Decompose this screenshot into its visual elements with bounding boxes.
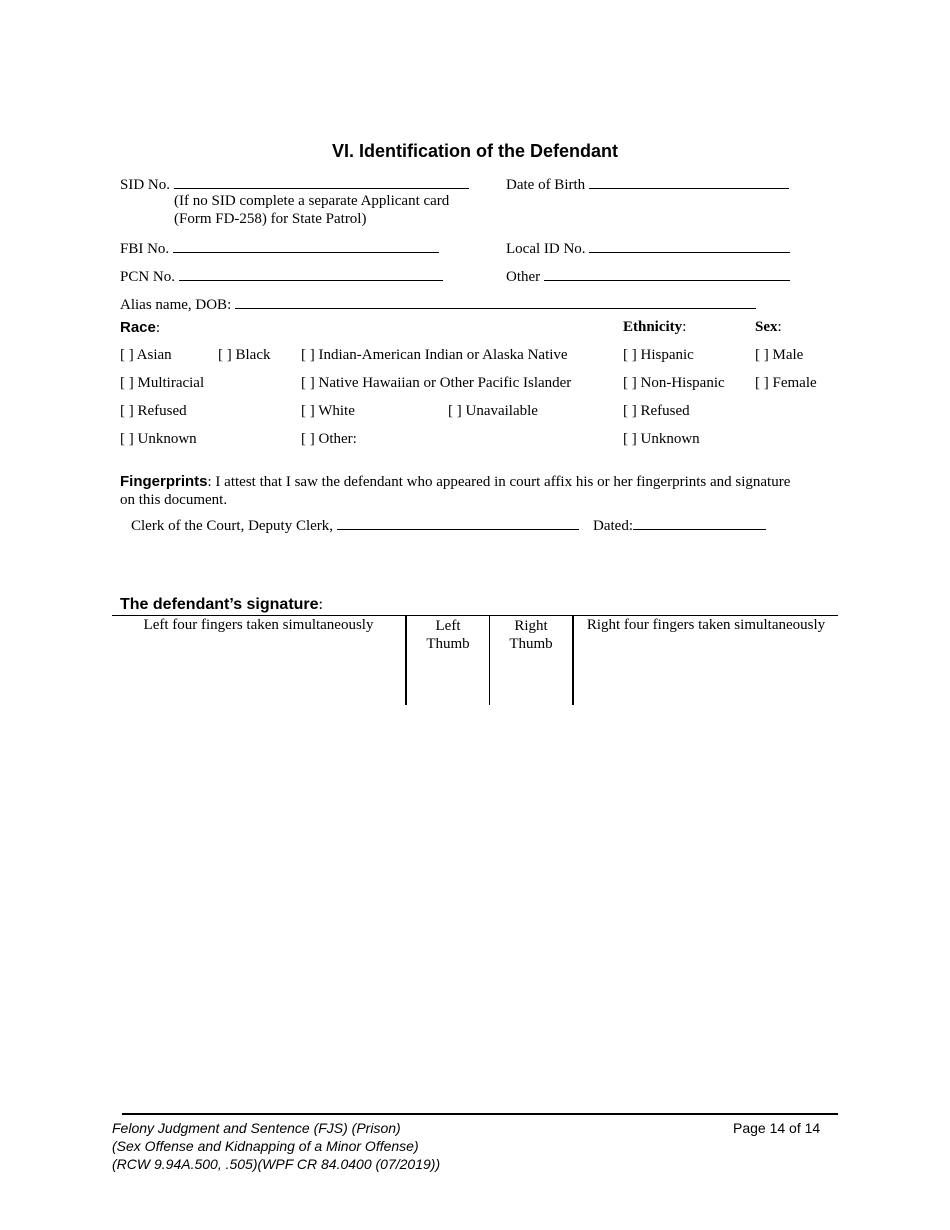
race-option-asian[interactable]: [ ] Asian bbox=[120, 347, 172, 363]
footer-line-2: (Sex Offense and Kidnapping of a Minor Offense) bbox=[112, 1138, 419, 1154]
footer-rule bbox=[122, 1113, 838, 1115]
alias-label: Alias name, DOB: bbox=[120, 297, 232, 313]
footer-line-1: Felony Judgment and Sentence (FJS) (Prison) bbox=[112, 1120, 401, 1136]
fbi-input-line[interactable] bbox=[173, 239, 439, 253]
footer-line-3: (RCW 9.94A.500, .505)(WPF CR 84.0400 (07/2019)) bbox=[112, 1156, 441, 1172]
right-four-fingers-cell[interactable]: Right four fingers taken simultaneously bbox=[586, 617, 826, 633]
clerk-signature-field bbox=[131, 516, 579, 535]
dated-label: Dated: bbox=[593, 518, 633, 534]
other-id-label: Other bbox=[506, 269, 541, 285]
page-number: Page 14 of 14 bbox=[733, 1120, 821, 1136]
sid-note-1: (If no SID complete a separate Applicant card bbox=[174, 193, 450, 209]
ethnicity-option-hispanic[interactable]: [ ] Hispanic bbox=[623, 347, 694, 363]
left-four-fingers-cell[interactable]: Left four fingers taken simultaneously bbox=[143, 617, 374, 633]
dated-field bbox=[593, 516, 766, 535]
race-option-black[interactable]: [ ] Black bbox=[218, 347, 271, 363]
fingerprints-attestation bbox=[120, 473, 790, 491]
race-option-indian[interactable]: [ ] Indian-American Indian or Alaska Native bbox=[301, 347, 568, 363]
ethnicity-option-refused[interactable]: [ ] Refused bbox=[623, 403, 690, 419]
ethnicity-heading: Ethnicity: bbox=[623, 319, 687, 335]
local-id-input-line[interactable] bbox=[589, 239, 790, 253]
pcn-label: PCN No. bbox=[120, 269, 176, 285]
fbi-field bbox=[120, 239, 439, 258]
sid-input-line[interactable] bbox=[174, 175, 469, 189]
sex-option-male[interactable]: [ ] Male bbox=[755, 347, 804, 363]
dob-label: Date of Birth bbox=[506, 177, 586, 193]
race-heading: Race: bbox=[120, 319, 161, 336]
clerk-signature-line[interactable] bbox=[337, 516, 579, 530]
pcn-field bbox=[120, 267, 443, 286]
dob-input-line[interactable] bbox=[589, 175, 789, 189]
sid-field bbox=[120, 175, 469, 194]
race-option-unknown[interactable]: [ ] Unknown bbox=[120, 431, 197, 447]
race-option-other[interactable]: [ ] Other: bbox=[301, 431, 357, 447]
section-title: VI. Identification of the Defendant bbox=[331, 141, 618, 161]
sid-label: SID No. bbox=[120, 177, 171, 193]
other-id-field bbox=[506, 267, 790, 286]
race-option-multiracial[interactable]: [ ] Multiracial bbox=[120, 375, 205, 391]
pcn-input-line[interactable] bbox=[179, 267, 443, 281]
local-id-field bbox=[506, 239, 790, 258]
right-thumb-cell[interactable]: Right Thumb bbox=[509, 618, 553, 652]
dob-field bbox=[506, 175, 789, 194]
clerk-label: Clerk of the Court, Deputy Clerk, bbox=[131, 518, 334, 534]
defendant-signature-heading: The defendant’s signature: bbox=[120, 596, 323, 613]
sex-option-female[interactable]: [ ] Female bbox=[755, 375, 817, 391]
fingerprints-heading: Fingerprints bbox=[120, 473, 208, 490]
dated-input-line[interactable] bbox=[633, 516, 766, 530]
ethnicity-option-unknown[interactable]: [ ] Unknown bbox=[623, 431, 700, 447]
ethnicity-option-non-hispanic[interactable]: [ ] Non-Hispanic bbox=[623, 375, 725, 391]
race-option-white[interactable]: [ ] White bbox=[301, 403, 355, 419]
alias-input-line[interactable] bbox=[235, 295, 756, 309]
fingerprints-text-cont: on this document. bbox=[120, 492, 228, 508]
alias-field bbox=[120, 295, 756, 314]
race-option-hawaiian[interactable]: [ ] Native Hawaiian or Other Pacific Islander bbox=[301, 375, 572, 391]
sid-note-2: (Form FD-258) for State Patrol) bbox=[174, 211, 367, 227]
fingerprints-text: : I attest that I saw the defendant who appeared in court affix his or her fingerprints and signature bbox=[207, 474, 791, 490]
fbi-label: FBI No. bbox=[120, 241, 170, 257]
other-id-input-line[interactable] bbox=[544, 267, 790, 281]
race-option-refused[interactable]: [ ] Refused bbox=[120, 403, 187, 419]
left-thumb-cell[interactable]: Left Thumb bbox=[426, 618, 470, 652]
sex-heading: Sex: bbox=[755, 319, 782, 335]
local-id-label: Local ID No. bbox=[506, 241, 586, 257]
race-option-unavailable[interactable]: [ ] Unavailable bbox=[448, 403, 538, 419]
